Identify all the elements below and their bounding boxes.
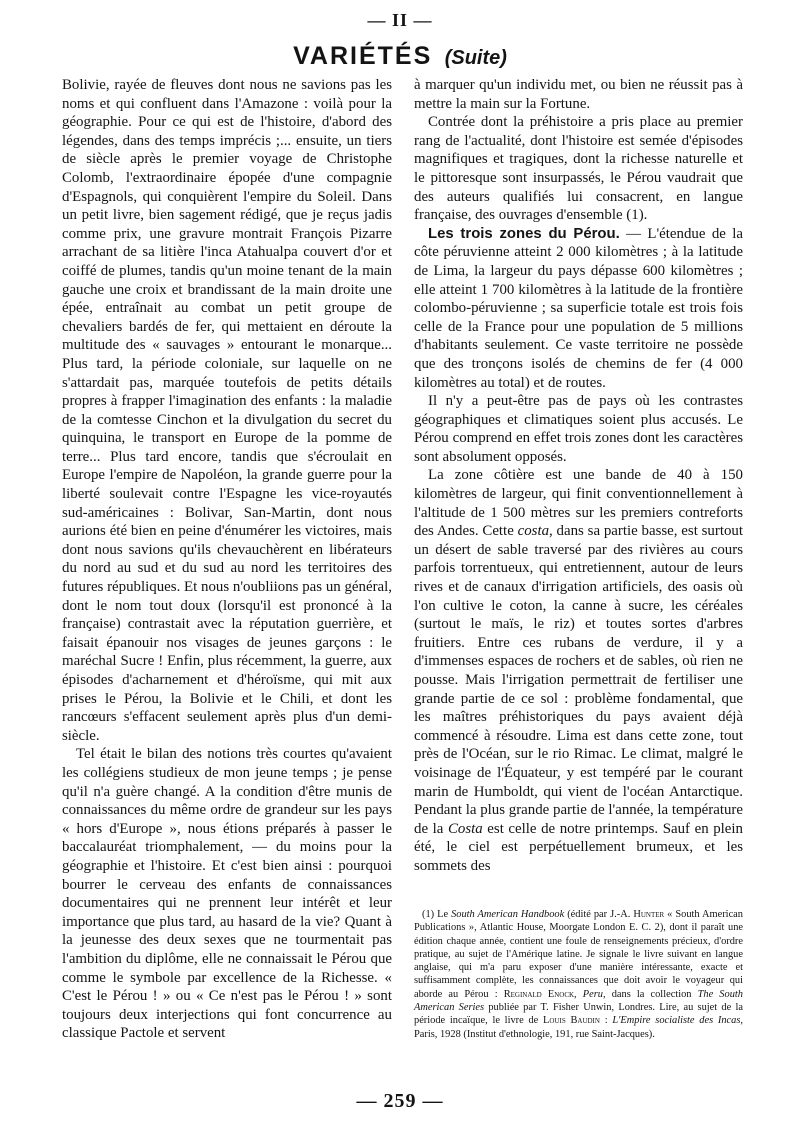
fn-t1: (1) Le xyxy=(422,909,452,920)
fn-handbook: South American Handbook xyxy=(451,909,565,920)
right-paragraph-3 xyxy=(414,225,743,392)
p5-costa-italic-2: Costa xyxy=(447,820,483,837)
right-paragraph-2: Contrée dont la préhistoire a pris place au premier rang de l'actualité, dont l'histoire est semée d'épisodes magnifiques et tragiques, dont la richesse naturelle et le pittoresque sont insurpassés, le Pérou vaudrait que des auteurs qualifiés lui consacrent, en langue française, des ouvrages d'ensemble (1). xyxy=(414,114,743,224)
fn-collection: The South American Series xyxy=(414,988,743,1014)
fn-t5: , dans la collection xyxy=(602,988,698,1000)
right-paragraph-5 xyxy=(414,466,743,875)
title-main: VARIÉTÉS xyxy=(293,42,433,70)
right-paragraph-1: à marquer qu'un individu met, ou bien ne réussit pas à mettre la main sur la Fortune. xyxy=(414,77,743,112)
fn-t4: , xyxy=(574,988,583,1000)
p5-text-c: est celle de notre printemps. Sauf en plein été, le ciel est perpétuellement brumeux, et les sommets des xyxy=(414,820,743,874)
section-heading: Les trois zones du Pérou. xyxy=(428,225,620,242)
page-title xyxy=(0,42,800,71)
left-column xyxy=(62,76,392,1043)
footnote xyxy=(414,908,743,1041)
p5-text-a: La zone côtière est une bande de 40 à 150 kilomètres de largeur, qui finit conventionnellement à l'altitude de 1 500 mètres sur les premiers contreforts des Andes. Cette xyxy=(414,467,743,540)
left-paragraph-1: Bolivie, rayée de fleuves dont nous ne savions pas les noms et qui confluent dans l'Amazone : voilà pour la géographie. Pour ce qui est de l'histoire, d'abord des légendes, dans des temps imprécis ;... ensuite, un tiers de siècle après le premier voyage de Christophe Colomb, l'extraordinaire épopée d'une compagnie d'Espagnols, qui conquièrent l'empire du Soleil. Dans un petit livre, bien sagement rédigé, que je reçus jadis comme prix, une gravure montrait François Pizarre arrachant de sa litière l'inca Atahualpa couvert d'or et coiffé de plumes, tandis qu'un moine tenant de la main gauche une croix et brandissant de la main droite une épée, entraînait au combat un petit groupe de chevaliers bardés de fer, qui mettaient en déroute la multitude des « sauvages » entourant le monarque... Plus tard, la période coloniale, sur laquelle on ne s'attardait pas, marquée toutefois de petits détails propres à frapper l'imagination des enfants : la maladie de la comtesse Cinchon et la divulgation du secret du quinquina, le transport en Europe de la pomme de terre... Plus tard encore, tandis que s'écroulait en Europe l'empire de Napoléon, la grande guerre pour la liberté soulevait contre l'Espagne les vice-royautés sud-américaines : Bolivar, San-Martin, dont nous aurions été bien en peine d'énumérer les victoires, mais dont nous savions qu'ils chevauchèrent en libérateurs du nord au sud et du sud au nord les territoires des futures républiques. Et nous n'oubliions pas un général, dont le nom tout doux (lorsqu'il est prononcé à la française) contrastait avec la réputation guerrière, et faisait épanouir nos visages de jeunes garçons : le maréchal Sucre ! Enfin, plus récemment, la guerre, aux épisodes d'acharnement et d'héroïsme, qui mit aux prises le Pérou, la Bolivie et le Chili, et dont les rancœurs s'effacent seulement après plus d'un demi-siècle. xyxy=(62,77,392,744)
footnote-text xyxy=(414,908,743,1041)
fn-peru: Peru xyxy=(582,988,603,1000)
fn-hunter: Hunter xyxy=(633,909,665,920)
fn-t2: (édité par J.-A. xyxy=(564,909,634,920)
p5-text-b: , dans sa partie basse, est surtout un désert de sable traversé par des rivières au cours parfois torrentueux, qui entretiennent, autour de leurs rives et de canaux d'irrigation artificiels, des oasis où l'on cultive le coton, la canne à sucre, les céréales (surtout le maïs, le riz) et toutes sortes d'arbres fruitiers. Entre ces rubans de verdure, il y a d'immenses espaces de rochers et de sables, où rien ne pousse. Mais l'irrigation permettrait de fertiliser une grande partie de ce sol : problème fondamental, que les maîtres préhistoriques du pays avaient déjà commencé à résoudre. Lima est dans cette zone, tout près de l'Océan, sur le rio Rimac. Le climat, malgré le voisinage de l'Équateur, y est tempéré par le courant marin de Humboldt, qui vient de l'océan Antarctique. Pendant la plus grande partie de l'année, la température de la xyxy=(414,523,743,837)
fn-author1: Reginald Enock xyxy=(503,988,575,1000)
fn-author2: Louis Baudin xyxy=(543,1015,600,1027)
fn-t8: , Paris, 1928 (Institut d'ethnologie, 191, rue Saint-Jacques). xyxy=(414,1015,743,1040)
fn-t3: « South American Publications », Atlantic House, Moorgate London E. C. 2), dont il paraît une édition chaque année, contient une foule de renseignements précieux, d'ordre pratique, au sujet de l'Amérique latine. Je signale le livre suivant en langue anglaise, qui m'a paru exposer d'une manière intéressante, exacte et suffisamment complète, les connaissances que doit avoir le voyageur qui aborde au Pérou : xyxy=(414,909,743,1000)
fn-t7: : xyxy=(599,1015,613,1027)
section-number: — II — xyxy=(367,10,433,30)
title-subtitle: (Suite) xyxy=(444,47,507,69)
right-column xyxy=(414,76,743,876)
p5-costa-italic: costa xyxy=(517,523,550,540)
page-number: — 259 — xyxy=(356,1090,444,1112)
right-paragraph-4: Il n'y a peut-être pas de pays où les contrastes géographiques et climatiques soient plus accusés. Le Pérou comprend en effet trois zones dont les caractères sont absolument opposés. xyxy=(414,393,743,465)
section-text: — L'étendue de la côte péruvienne atteint 2 000 kilomètres ; à la latitude de Lima, la largeur du pays dépasse 600 kilomètres ; elle atteint 1 700 kilomètres à la latitude de la frontière colombo-péruvienne ; sa superficie totale est trois fois celle de la France pour une population de 5 millions d'habitants seulement. Ce vaste territoire ne possède que des tronçons isolés de chemins de fer (4 000 kilomètres au total) et de routes. xyxy=(414,225,743,391)
left-paragraph-2: Tel était le bilan des notions très courtes qu'avaient les collégiens studieux de mon jeune temps ; je pense qu'il n'a guère changé. A la condition d'être munis de connaissances du même ordre de grandeur sur les pays « hors d'Europe », nous étions préparés à passer le baccalauréat triomphalement, — du moins pour la géographie et l'histoire. Et c'est bien ainsi : pourquoi bourrer le cerveau des enfants de connaissances documentaires qui ne prennent leur intérêt et leur importance que plus tard, au hasard de la vie? Quant à la jeunesse des deux sexes que ne tourmentait pas l'ambition du diplôme, elle ne connaissait le Pérou que comme le symbole par excellence de la Richesse. « C'est le Pérou ! » ou « Ce n'est pas le Pérou ! » sont toujours deux interjections qui font concurrence au classique Pactole et servent xyxy=(62,746,392,1042)
fn-t6: publiée par T. Fisher Unwin, Londres. Lire, au sujet de la période incaïque, le livre de xyxy=(414,1002,743,1027)
fn-empire: L'Empire socialiste des Incas xyxy=(612,1015,741,1027)
